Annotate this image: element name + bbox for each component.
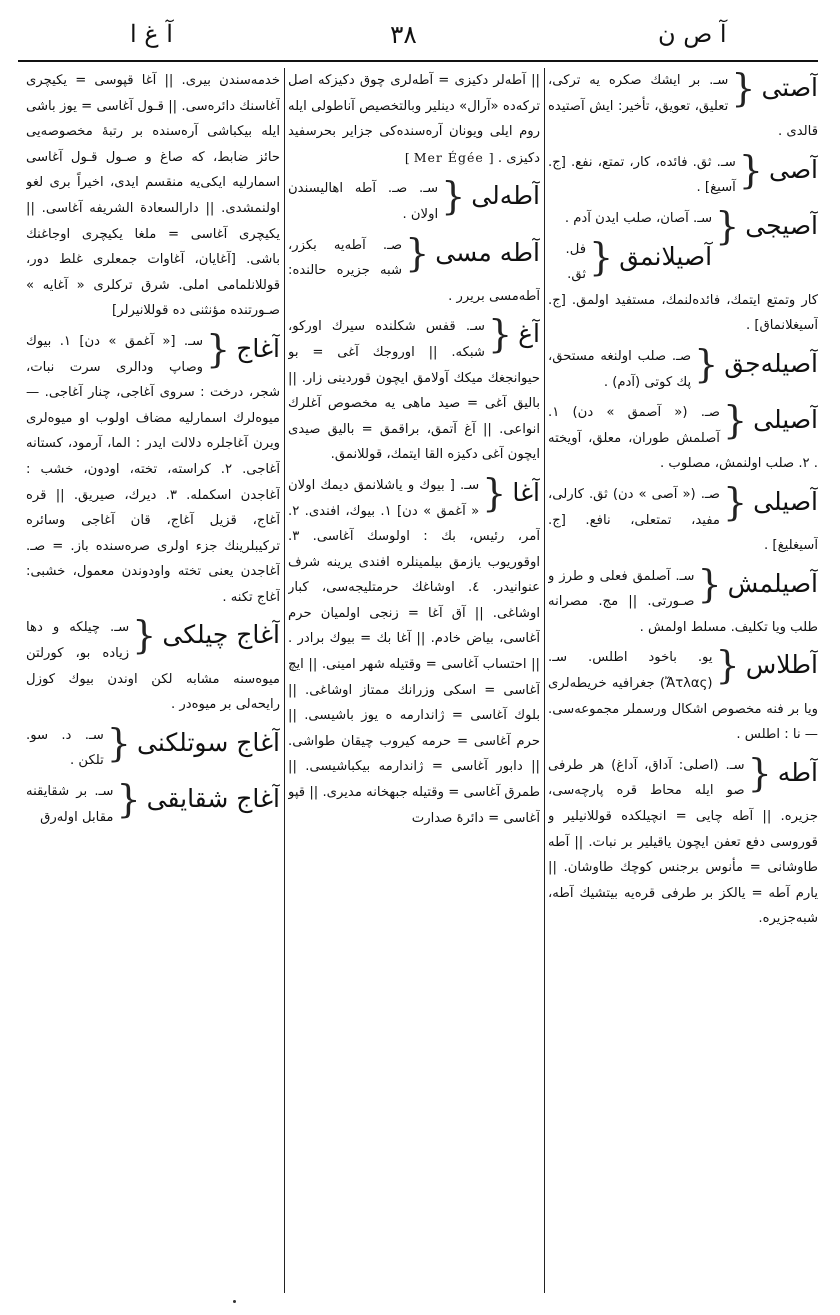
brace-icon: { — [715, 643, 740, 688]
brace-icon: { — [715, 203, 740, 248]
dictionary-entry — [548, 341, 818, 395]
entry-definition: فل. ثق. كار وتمتع ايتمك، فائده‌لنمك، مستفيد اولمق. [ج. آسيغلانماق] . — [548, 241, 818, 334]
dictionary-entry — [288, 230, 540, 310]
brace-icon: { — [206, 326, 231, 371]
column-divider — [544, 68, 545, 1293]
column-divider — [284, 68, 285, 1293]
page-number: ۳۸ — [390, 20, 417, 49]
entry-definition: سـ. قفس شكلنده سيرك اوركو، شبكه. || اوروجك آغى = بو حيوانجغك ميكك آولامق ايچون قوردينى زار. || باليق آغى = صيد ماهى يه مخصوص آغلرك انواعى. || آغ آتمق، براقمق = باليق صيدى ايچون آغى دكيزه القا ايتمك، قوللانمق. — [288, 319, 540, 463]
brace-icon: { — [132, 613, 157, 658]
brace-icon: { — [482, 470, 507, 515]
entry-definition: سـ. د. سو. تلكن . — [26, 727, 104, 769]
entry-definition: خدمه‌سندن بيرى. || آغا قپوسى = يكيچرى آغاسنك دائره‌سى. || قـول آغاسى = يوز باشى ايله بيكباشى آره‌سنده بر رتبهٔ مخصوصه‌يى حائز ضابط، كه صاغ و صـول قـول آغاسى اسمارليه ايكى‌يه منقسم ايدى، اخيراً برى لغو اولنمشدى. || دارالسعادة الشريفه آغاسى. || يكيچرى آغاسى = ملغا يكيچرى اوجاغنك باشى. [آغايان، آغاوات جمعلرى غلط دور، قوللانلمامى املى. شرق تركلرى « آغايه » صـورتنده مؤنثنى ده قوللانيرلر] — [26, 73, 280, 319]
entry-headword: آغا — [512, 477, 540, 507]
header-rule — [18, 60, 818, 62]
entry-definition: سـ. آصان، صلب ايدن آدم . — [564, 210, 713, 226]
dictionary-entry — [26, 326, 280, 611]
entry-headword: آغاج — [236, 333, 280, 363]
entry-headword: آصى — [768, 154, 818, 184]
entry-definition: سـ. (اصلى: آداق، آداغ) هر طرفى صو ايله محاط قره پارچه‌سى، جزيره. || آطه چايى = انچيلكده قوللانيلير و قوروسى دفع تعفن ايچون ياقيلير بر نبات. || آطه طاوشانى = مأنوس برجنس كوچك طاوشان. || يارم آطه = يالكز بر طرفى قره‌يه بيتشيك آطه، شبه‌جزيره. — [548, 757, 818, 927]
entry-definition: صـ. (« آصى » دن) ثق. كارلى، مفيد، تمتعلى، نافع. [ج. آسيغليغ] . — [548, 486, 818, 554]
entry-definition: صـ. (« آصمق » دن) ١. آصلمش طوران، معلق، آويخته . ٢. صلب اولنمش، مصلوب . — [548, 405, 818, 472]
dictionary-entry — [288, 314, 540, 468]
dictionary-entry — [548, 561, 818, 641]
dictionary-entry — [26, 779, 280, 830]
entry-headword: آصيلى — [753, 405, 818, 435]
dictionary-entry-continued — [26, 68, 280, 324]
brace-icon: { — [722, 398, 748, 443]
brace-icon: { — [731, 68, 756, 110]
entry-definition: صـ. صلب اولنغه مستحق، پك كوتى (آدم) . — [548, 348, 692, 390]
dictionary-entry-continued — [288, 68, 540, 171]
dictionary-entry — [288, 176, 540, 227]
latin-gloss: [ Mer Égée ] — [404, 149, 494, 165]
dictionary-entry — [548, 645, 818, 747]
dictionary-entry — [548, 203, 818, 248]
print-speck — [233, 1300, 236, 1303]
entry-headword: آغاج سوتلكنى — [136, 727, 280, 757]
header-right-guide-word: آ ص ن — [658, 20, 727, 48]
header-left-guide-word: آ غ ا — [130, 20, 173, 48]
brace-icon: { — [441, 174, 466, 219]
entry-headword: آطلاس — [745, 650, 818, 680]
brace-icon: { — [106, 720, 131, 765]
dictionary-entry — [548, 234, 818, 339]
entry-headword: آغاج شقايقى — [146, 784, 280, 814]
entry-definition: سـ. بر ايشك صكره يه تركى، تعليق، تعويق، تأخير: ايش آصتيده قالدى . — [548, 73, 818, 140]
entry-headword: آصيله‌جق — [724, 348, 818, 378]
entry-definition: صـ. آطه‌يه بكزر، شبه جزيره حالنده: آطه‌مسى بريرر . — [288, 237, 540, 304]
entry-definition: سـ. صـ. آطه اهاليسندن اولان . — [288, 181, 439, 222]
brace-icon: { — [487, 312, 513, 357]
brace-icon: { — [694, 341, 719, 386]
entry-definition: سـ. چيلكه و دها زياده بو، كورلتن ميوه‌سنه مشابه لكن اوندن بيوك كوزل رايحه‌لى بر ميوه‌در . — [26, 620, 280, 713]
entry-headword: آطه — [777, 757, 818, 787]
dictionary-entry — [548, 750, 818, 932]
entry-headword: آصيلى — [753, 486, 818, 516]
entry-headword: آغاج چيلكى — [162, 620, 280, 650]
column-left — [26, 68, 280, 1293]
entry-headword: آغ — [518, 319, 540, 349]
entry-definition: سـ. [ بيوك و ياشلانمق ديمك اولان « آغمق » دن] ١. بيوك، افندى. ٢. آمر، رئيس، بك : اولوسك آغاسى. ٣. اوقوريوب يازمق بيلمينلره افندى يرينه شرف عنوانيدر. ٤. اوشاغك حرمتليجه‌سى، كبار اوشاغى. || آق آغا = زنجى اولميان حرم آغاسى، بياض خادم. || آغا بك = بيوك برادر . || احتساب آغاسى = وقتيله شهر امينى. || ايچ آغاسى = اسكى وزرانك ممتاز اوشاغى. || بلوك آغاسى = ژاندارمه ه يوز باشيسى. || حرم آغاسى = حرمه كيروب چيقان طواشى. || دابور آغاسى = ژاندارمه بيكباشيسى. || طمرق آغاسى = وقتيله جبهخانه مديرى. || قپو آغاسى = دائرهٔ صدارت — [288, 477, 540, 826]
dictionary-entry — [548, 68, 818, 145]
dictionary-entry — [26, 720, 280, 774]
entry-headword: آصتی — [761, 73, 818, 102]
brace-icon: { — [589, 234, 614, 279]
dictionary-entry — [548, 479, 818, 559]
dictionary-entry — [548, 147, 818, 201]
dictionary-entry — [548, 400, 818, 477]
dictionary-page — [18, 14, 818, 1299]
entry-headword: آصيلمش — [727, 568, 818, 598]
brace-icon: { — [722, 479, 748, 524]
brace-icon: { — [747, 750, 772, 795]
entry-headword: آصيجى — [745, 210, 818, 240]
brace-icon: { — [116, 777, 141, 822]
brace-icon: { — [738, 147, 763, 192]
dictionary-entry — [288, 470, 540, 831]
entry-headword: آطه‌لى — [471, 181, 540, 211]
entry-headword: آطه مسى — [435, 237, 540, 267]
entry-definition: سـ. ثق. فائده، كار، تمتع، نفع. [ج. آسيغ] . — [548, 154, 736, 196]
brace-icon: { — [405, 230, 430, 275]
entry-definition: سـ. [« آغمق » دن] ١. بيوك وصاپ ودالرى سرت نبات، شجر، درخت : سروى آغاجى، چنار آغاجى. — ميوه‌لرك اسمارليه مضاف اولوب او ميوه‌لرى ويرن آغاجلره دلالت ايدر : الما، آرمود، كستانه آغاجى. ٢. كراسته، تخته، اودون، خشب : آغاجدن اسكمله. ٣. ديرك، صيريق. || قره آغاج، قزيل آغاج، قان آغاجى وسائره تركيبلرينك جزء اولرى صره‌سنده باز. = صـ. آغاجدن يعنى تخته واودوندن معمول، خشبى: آغاج تكنه . — [26, 333, 280, 605]
entry-headword: آصيلانمق — [619, 241, 713, 271]
entry-definition: يو. باخود اطلس. سـ. (Ἄτλας) جغرافيه خريطه‌لرى ويا بر فنه مخصوص اشكال ورسملر مجموعه‌سى. — نا : اطلس . — [548, 650, 818, 743]
brace-icon: { — [697, 561, 722, 606]
page-header — [18, 14, 818, 56]
dictionary-entry — [26, 615, 280, 717]
entry-definition: سـ. آصلمق فعلى و طرز و صـورتى. || مج. مصرانه طلب ويا تكليف. مسلط اولمش . — [548, 568, 818, 635]
column-middle — [288, 68, 540, 1293]
column-right — [548, 68, 818, 1293]
entry-definition: || آطه‌لر دكيزى = آطه‌لرى چوق دكيزكه اصل تركه‌ده «آرال» دينلير وبالتخصيص آناطولى ايله روم ايلى ويونان آره‌سنده‌كى جزاير بحرسفيد دكيزى . — [288, 73, 540, 166]
entry-definition: سـ. بر شقايقنه مقابل اوله‌رق — [26, 784, 114, 825]
